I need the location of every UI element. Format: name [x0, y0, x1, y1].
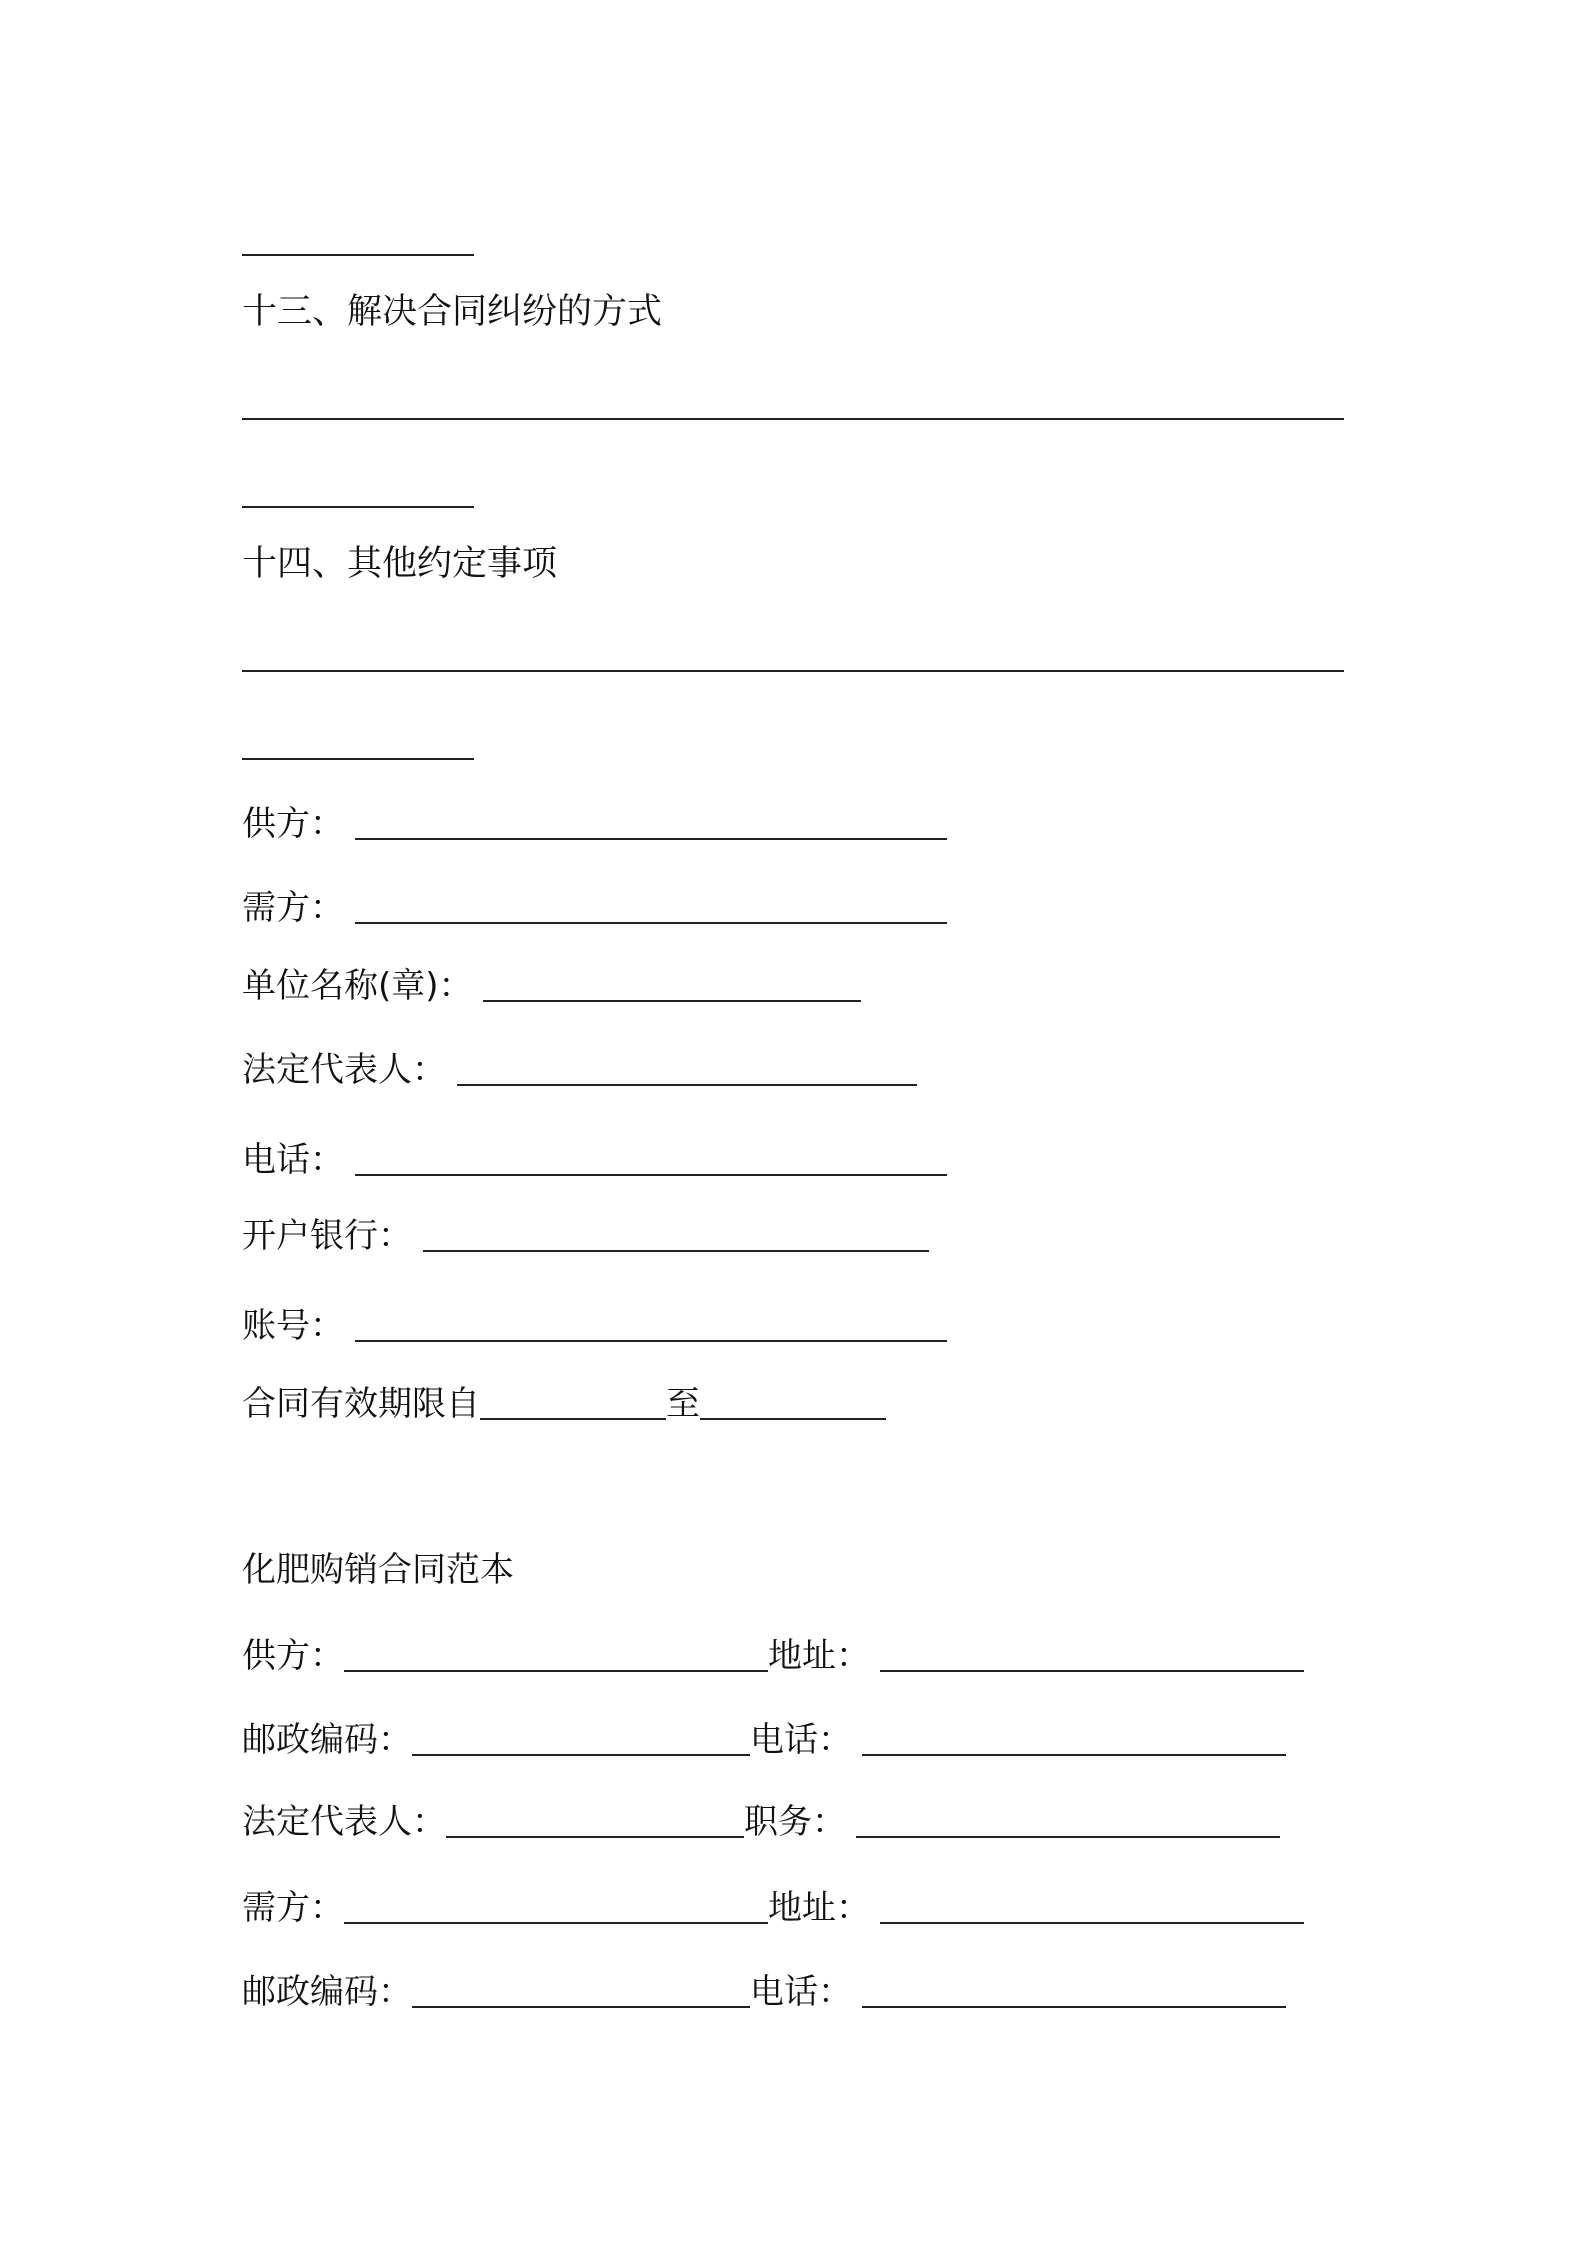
template-left-blank[interactable] — [344, 1888, 768, 1924]
buyer-row — [242, 886, 947, 930]
template-left-label: 邮政编码： — [242, 1972, 412, 2012]
template-row — [242, 1970, 1286, 2014]
unit-name-blank[interactable] — [483, 966, 861, 1002]
supplier-label: 供方： — [242, 804, 344, 844]
template-row — [242, 1718, 1286, 1762]
template-right-blank[interactable] — [862, 1972, 1286, 2008]
unit-name-label: 单位名称(章)： — [242, 966, 473, 1006]
validity-to-label: 至 — [666, 1384, 700, 1424]
legal-rep-label: 法定代表人： — [242, 1050, 446, 1090]
phone-row — [242, 1138, 947, 1182]
template-right-label: 电话： — [750, 1972, 852, 2012]
fill-line-short[interactable] — [242, 758, 474, 760]
legal-rep-row — [242, 1048, 917, 1092]
template-row — [242, 1800, 1280, 1844]
template-right-label: 地址： — [768, 1888, 870, 1928]
section-14-title: 十四、其他约定事项 — [242, 544, 558, 584]
template-left-label: 法定代表人： — [242, 1802, 446, 1842]
legal-rep-blank[interactable] — [457, 1050, 917, 1086]
validity-end-blank[interactable] — [700, 1384, 886, 1420]
template-left-blank[interactable] — [412, 1972, 750, 2008]
template-title: 化肥购销合同范本 — [242, 1550, 514, 1590]
buyer-blank[interactable] — [355, 888, 947, 924]
template-row — [242, 1634, 1304, 1678]
template-right-label: 电话： — [750, 1720, 852, 1760]
bank-blank[interactable] — [423, 1216, 929, 1252]
buyer-label: 需方： — [242, 888, 344, 928]
template-right-blank[interactable] — [880, 1636, 1304, 1672]
phone-label: 电话： — [242, 1140, 344, 1180]
validity-prefix: 合同有效期限自 — [242, 1384, 480, 1424]
validity-row — [242, 1382, 886, 1426]
template-right-blank[interactable] — [880, 1888, 1304, 1924]
template-left-blank[interactable] — [412, 1720, 750, 1756]
validity-start-blank[interactable] — [480, 1384, 666, 1420]
template-left-label: 需方： — [242, 1888, 344, 1928]
template-left-blank[interactable] — [344, 1636, 768, 1672]
template-left-label: 邮政编码： — [242, 1720, 412, 1760]
template-right-label: 地址： — [768, 1636, 870, 1676]
template-right-blank[interactable] — [856, 1802, 1280, 1838]
account-blank[interactable] — [355, 1306, 947, 1342]
bank-row — [242, 1214, 929, 1258]
template-left-blank[interactable] — [446, 1802, 744, 1838]
bank-label: 开户银行： — [242, 1216, 412, 1256]
template-row — [242, 1886, 1304, 1930]
template-right-blank[interactable] — [862, 1720, 1286, 1756]
account-label: 账号： — [242, 1306, 344, 1346]
fill-line-short[interactable] — [242, 506, 474, 508]
section-13-title: 十三、解决合同纠纷的方式 — [242, 292, 663, 332]
fill-line-short[interactable] — [242, 254, 474, 256]
account-row — [242, 1304, 947, 1348]
template-right-label: 职务： — [744, 1802, 846, 1842]
template-left-label: 供方： — [242, 1636, 344, 1676]
fill-line-full[interactable] — [242, 670, 1344, 672]
phone-blank[interactable] — [355, 1140, 947, 1176]
supplier-row — [242, 802, 947, 846]
unit-name-row — [242, 964, 861, 1008]
supplier-blank[interactable] — [355, 804, 947, 840]
fill-line-full[interactable] — [242, 418, 1344, 420]
